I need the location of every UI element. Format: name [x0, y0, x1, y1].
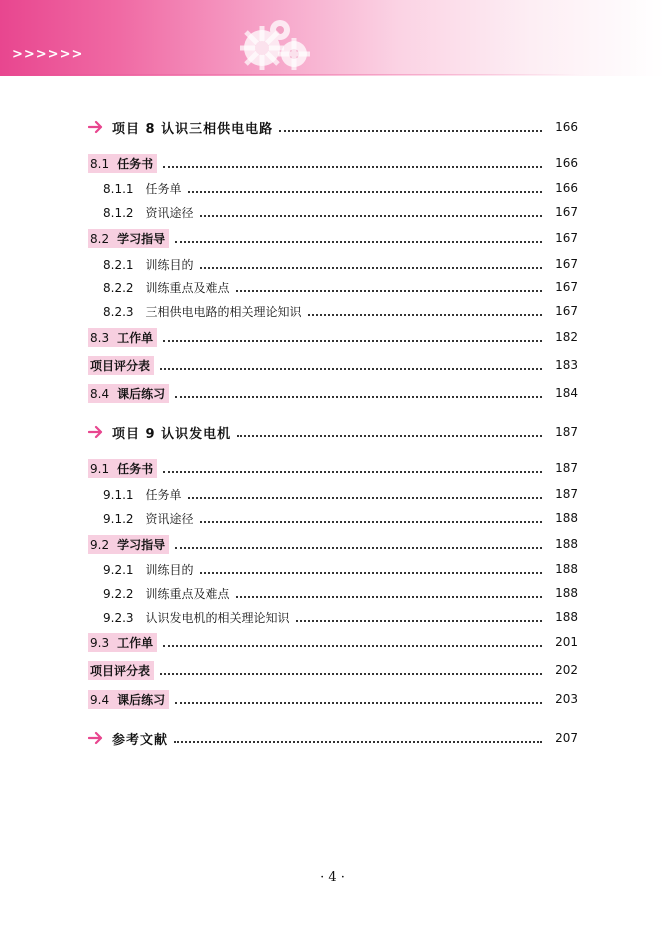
toc-title: 项目 9 认识发电机 — [112, 426, 232, 442]
toc-section-9-2[interactable] — [88, 534, 578, 554]
toc-title — [103, 279, 230, 296]
toc-label: 学习指导 — [117, 537, 166, 552]
toc-number: 9.1 — [90, 461, 110, 476]
toc-title — [88, 229, 169, 248]
toc-title: 参考文献 — [112, 732, 169, 748]
toc-label: 任务单 — [145, 181, 182, 196]
toc-page: 187 — [555, 425, 578, 439]
toc-page: 188 — [555, 537, 578, 551]
toc-section-9-4[interactable] — [88, 689, 578, 709]
toc-label: 课后练习 — [117, 692, 166, 707]
toc-label: 工作单 — [117, 635, 154, 650]
toc-label: 工作单 — [117, 330, 154, 345]
toc-page: 202 — [555, 663, 578, 677]
leader-dots — [174, 740, 542, 743]
toc-title — [103, 561, 194, 578]
leader-dots — [236, 289, 542, 292]
toc-subsection-9-2-2[interactable] — [103, 583, 578, 603]
toc-subsection-9-1-1[interactable] — [103, 484, 578, 504]
toc-subsection-9-2-1[interactable] — [103, 559, 578, 579]
toc-page: 187 — [555, 461, 578, 475]
toc-label: 任务书 — [117, 461, 154, 476]
toc-label: 任务书 — [117, 156, 154, 171]
toc-title: 项目评分表 — [88, 356, 154, 375]
toc-label: 训练目的 — [145, 562, 194, 577]
toc-title: 项目 8 认识三相供电电路 — [112, 121, 274, 137]
toc-number: 9.2.3 — [103, 610, 134, 625]
toc-page: 207 — [555, 731, 578, 745]
arrow-right-icon — [88, 119, 104, 135]
toc-number: 8.1.2 — [103, 205, 134, 220]
toc-page: 166 — [555, 181, 578, 195]
toc-subsection-8-1-1[interactable] — [103, 178, 578, 198]
toc-number: 8.1 — [90, 156, 110, 171]
toc-evaluation-9[interactable] — [88, 660, 578, 680]
arrow-right-icon — [88, 424, 104, 440]
toc-title — [103, 204, 194, 221]
toc-page: 201 — [555, 635, 578, 649]
toc-page: 167 — [555, 304, 578, 318]
toc-section-8-1[interactable] — [88, 153, 578, 173]
toc-label: 学习指导 — [117, 231, 166, 246]
toc-label: 训练目的 — [145, 257, 194, 272]
toc-label: 资讯途径 — [145, 205, 194, 220]
toc-page: 166 — [555, 156, 578, 170]
toc-title — [88, 154, 157, 173]
toc-title — [103, 609, 290, 626]
toc-page: 188 — [555, 511, 578, 525]
toc-number: 8.2.2 — [103, 280, 134, 295]
toc-label: 训练重点及难点 — [145, 280, 230, 295]
leader-dots — [200, 571, 542, 574]
toc-title — [103, 486, 182, 503]
toc-number: 9.1.2 — [103, 511, 134, 526]
leader-dots — [237, 434, 542, 437]
toc-page: 183 — [555, 358, 578, 372]
leader-dots — [200, 520, 542, 523]
toc-title — [103, 303, 302, 320]
leader-dots — [279, 129, 542, 132]
toc-references[interactable] — [88, 728, 578, 748]
leader-dots — [175, 701, 542, 704]
toc-evaluation-8[interactable] — [88, 355, 578, 375]
toc-page: 166 — [555, 120, 578, 134]
toc-project-9[interactable] — [88, 422, 578, 442]
leader-dots — [175, 546, 542, 549]
toc-subsection-8-2-3[interactable] — [103, 301, 578, 321]
leader-dots — [200, 266, 542, 269]
leader-dots — [175, 395, 542, 398]
toc-title — [88, 690, 169, 709]
toc-section-8-2[interactable] — [88, 228, 578, 248]
toc-number: 9.1.1 — [103, 487, 134, 502]
toc-title — [88, 328, 157, 347]
leader-dots — [160, 367, 542, 370]
toc-number: 9.2.1 — [103, 562, 134, 577]
toc-page: 203 — [555, 692, 578, 706]
toc-number: 8.4 — [90, 386, 110, 401]
toc-number: 8.2.1 — [103, 257, 134, 272]
toc-page: 182 — [555, 330, 578, 344]
toc-number: 9.2.2 — [103, 586, 134, 601]
toc-title — [103, 180, 182, 197]
chevrons-decoration: >>>>>> — [12, 47, 84, 62]
toc-subsection-8-2-1[interactable] — [103, 254, 578, 274]
toc-number: 9.3 — [90, 635, 110, 650]
toc-page: 188 — [555, 586, 578, 600]
toc-project-8[interactable] — [88, 117, 578, 137]
arrow-right-icon — [88, 730, 104, 746]
toc-page: 187 — [555, 487, 578, 501]
leader-dots — [200, 214, 542, 217]
toc-label: 资讯途径 — [145, 511, 194, 526]
toc-label: 三相供电电路的相关理论知识 — [145, 304, 302, 319]
toc-page: 167 — [555, 257, 578, 271]
toc-subsection-9-1-2[interactable] — [103, 508, 578, 528]
toc-section-8-4[interactable] — [88, 383, 578, 403]
toc-number: 8.2 — [90, 231, 110, 246]
toc-page: 167 — [555, 205, 578, 219]
toc-title — [103, 256, 194, 273]
toc-title — [88, 459, 157, 478]
leader-dots — [236, 595, 542, 598]
toc-section-9-1[interactable] — [88, 458, 578, 478]
leader-dots — [308, 313, 542, 316]
toc-number: 8.3 — [90, 330, 110, 345]
leader-dots — [163, 644, 542, 647]
leader-dots — [163, 470, 542, 473]
toc-title — [88, 633, 157, 652]
leader-dots — [163, 339, 542, 342]
leader-dots — [175, 240, 542, 243]
toc-label: 认识发电机的相关理论知识 — [145, 610, 290, 625]
toc-subsection-8-2-2[interactable] — [103, 277, 578, 297]
toc-subsection-8-1-2[interactable] — [103, 202, 578, 222]
toc-page: 167 — [555, 231, 578, 245]
toc-label: 课后练习 — [117, 386, 166, 401]
toc-page: 184 — [555, 386, 578, 400]
toc-page: 188 — [555, 610, 578, 624]
toc-title — [103, 585, 230, 602]
toc-number: 9.2 — [90, 537, 110, 552]
toc-subsection-9-2-3[interactable] — [103, 607, 578, 627]
toc-number: 9.4 — [90, 692, 110, 707]
toc-page: 188 — [555, 562, 578, 576]
toc-section-9-3[interactable] — [88, 632, 578, 652]
leader-dots — [160, 672, 542, 675]
toc-number: 8.1.1 — [103, 181, 134, 196]
toc-label: 任务单 — [145, 487, 182, 502]
toc-title — [103, 510, 194, 527]
toc-section-8-3[interactable] — [88, 327, 578, 347]
toc-title — [88, 535, 169, 554]
toc-number: 8.2.3 — [103, 304, 134, 319]
leader-dots — [188, 496, 542, 499]
toc-page: 167 — [555, 280, 578, 294]
toc-title: 项目评分表 — [88, 661, 154, 680]
toc-label: 训练重点及难点 — [145, 586, 230, 601]
leader-dots — [188, 190, 542, 193]
toc-title — [88, 384, 169, 403]
page-number: · 4 · — [320, 870, 345, 885]
leader-dots — [296, 619, 542, 622]
leader-dots — [163, 165, 542, 168]
